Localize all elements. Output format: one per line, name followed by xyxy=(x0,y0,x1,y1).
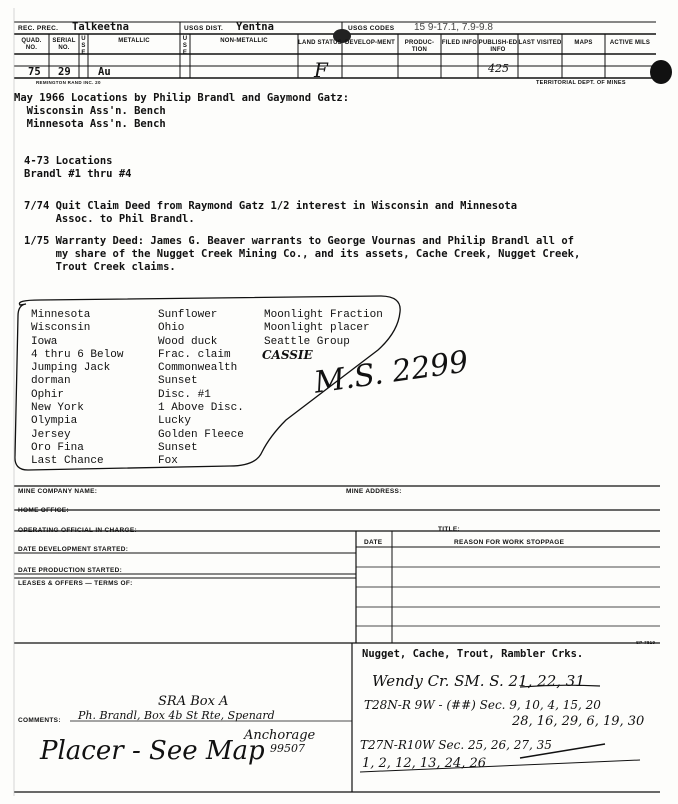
claim-name: Ohio xyxy=(158,322,185,335)
usgs-dist-value: Yentna xyxy=(236,21,274,33)
claim-name: Jumping Jack xyxy=(31,362,111,375)
col-published-info: PUBLISH-ED INFO xyxy=(478,40,518,53)
quad-value: 75 xyxy=(28,66,41,78)
operating-official-label: OPERATING OFFICIAL IN CHARGE: xyxy=(18,527,137,534)
typed-creeks: Nugget, Cache, Trout, Rambler Crks. xyxy=(362,648,584,660)
claim-name: Moonlight Fraction xyxy=(264,309,383,321)
handwritten-note: T28N-R 9W - (##) Sec. 9, 10, 4, 15, 20 xyxy=(364,698,601,712)
usgs-dist-label: USGS DIST. xyxy=(184,25,224,32)
entry-line: Wisconsin Ass'n. Bench xyxy=(14,105,166,117)
title-label: TITLE: xyxy=(438,526,461,533)
claim-name: 1 Above Disc. xyxy=(158,402,244,415)
handwritten-comment: Ph. Brandl, Box 4b St Rte, Spenard xyxy=(78,709,275,722)
claims-column-1 xyxy=(31,309,123,469)
col-non-metallic: NON-METALLIC xyxy=(220,38,268,44)
entry-line: Brandl #1 thru #4 xyxy=(24,168,132,180)
col-maps: MAPS xyxy=(574,40,593,46)
claims-column-3 xyxy=(264,309,383,349)
claim-name: Oro Fina xyxy=(31,441,84,454)
col-active-mils: ACTIVE MILS xyxy=(609,40,651,46)
usgs-codes-value: 15 9-17.1, 7.9-9.8 xyxy=(414,22,493,33)
handwritten-claim: CASSIE xyxy=(262,348,313,362)
claim-name: Wood duck xyxy=(158,335,218,348)
col-serial: SERIAL NO. xyxy=(52,38,76,51)
claim-name: Minnesota xyxy=(31,309,91,321)
entry-line: 1/75 Warranty Deed: James G. Beaver warrants to George Vournas and Philip Brandl all of xyxy=(24,235,574,247)
entry-line: 4-73 Locations xyxy=(24,155,113,167)
dev-started-label: DATE DEVELOPMENT STARTED: xyxy=(18,546,129,553)
claim-name: Moonlight placer xyxy=(264,322,370,335)
col-metallic: METALLIC xyxy=(118,38,150,44)
handwritten-comment: Placer - See Map xyxy=(40,736,265,766)
date-label: DATE xyxy=(364,539,383,546)
serial-value: 29 xyxy=(58,66,71,78)
entry-line: Trout Creek claims. xyxy=(24,261,176,273)
leases-label: LEASES & OFFERS — TERMS OF: xyxy=(18,580,133,587)
territorial-label: TERRITORIAL DEPT. OF MINES xyxy=(536,80,626,86)
col-production: PRODUC-TION xyxy=(404,40,435,53)
published-info-value: 425 xyxy=(488,62,509,75)
form-number: REMINGTON RAND INC. 20 xyxy=(36,80,101,85)
col-use-2: U S E xyxy=(182,36,188,56)
prod-started-label: DATE PRODUCTION STARTED: xyxy=(18,567,123,574)
usgs-codes-label: USGS CODES xyxy=(348,25,395,32)
claim-name: Disc. #1 xyxy=(158,388,211,401)
claims-column-2 xyxy=(158,309,244,469)
claim-name: Frac. claim xyxy=(158,348,231,361)
claim-name: Golden Fleece xyxy=(158,428,244,441)
claim-name: Jersey xyxy=(31,428,71,441)
claim-name: Fox xyxy=(158,455,178,468)
reason-label: REASON FOR WORK STOPPAGE xyxy=(454,539,565,546)
handwritten-comment: Anchorage xyxy=(244,728,316,743)
entry-line: May 1966 Locations by Philip Brandl and Gaymond Gatz: xyxy=(14,92,350,104)
comments-label: COMMENTS: xyxy=(18,717,61,724)
handwritten-comment: SRA Box A xyxy=(158,694,229,709)
col-last-visited: LAST VISITED xyxy=(518,40,562,46)
claim-name: 4 thru 6 Below xyxy=(31,348,124,361)
mine-address-label: MINE ADDRESS: xyxy=(346,488,402,495)
entry-line: 7/74 Quit Claim Deed from Raymond Gatz 1/2 interest in Wisconsin and Minnesota xyxy=(24,200,518,212)
mine-company-label: MINE COMPANY NAME: xyxy=(18,488,98,495)
handwritten-comment: 99507 xyxy=(270,742,305,755)
claim-name: Seattle Group xyxy=(264,335,350,348)
col-development: DEVELOP-MENT xyxy=(344,40,396,46)
sheet-code: SP 7819 xyxy=(636,640,656,645)
col-land-status: LAND STATUS xyxy=(298,40,342,46)
claim-name: Sunset xyxy=(158,375,198,388)
claim-name: Wisconsin xyxy=(31,322,91,335)
claim-name: Commonwealth xyxy=(158,362,238,375)
handwritten-note: 28, 16, 29, 6, 19, 30 xyxy=(512,714,645,729)
entry-line: Assoc. to Phil Brandl. xyxy=(24,213,195,225)
claim-name: Lucky xyxy=(158,415,192,428)
claim-name: dorman xyxy=(31,375,71,388)
handwritten-note: Wendy Cr. SM. S. 21, 22, 31 xyxy=(372,672,585,690)
col-use-1: U S E xyxy=(81,36,86,56)
entry-line: my share of the Nugget Creek Mining Co., and its assets, Cache Creek, Nugget Creek, xyxy=(24,248,581,260)
home-office-label: HOME OFFICE: xyxy=(18,507,69,514)
metallic-value: Au xyxy=(98,66,111,78)
rec-prec-label: REC. PREC. xyxy=(18,25,59,32)
claim-name: Olympia xyxy=(31,415,78,428)
handwritten-note: T27N-R10W Sec. 25, 26, 27, 35 xyxy=(360,738,552,752)
entry-line: Minnesota Ass'n. Bench xyxy=(14,118,166,130)
survey-note: M.S. 2299 xyxy=(312,344,471,401)
claim-name: Iowa xyxy=(31,335,58,348)
land-status-value: F xyxy=(314,58,328,82)
rec-prec-value: Talkeetna xyxy=(72,21,129,33)
col-filed-info: FILED INFO xyxy=(441,40,478,46)
claim-name: Ophir xyxy=(31,388,65,401)
handwritten-note: 1, 2, 12, 13, 24, 26 xyxy=(362,756,487,771)
col-quad: QUAD. NO. xyxy=(21,38,42,51)
claim-name: Last Chance xyxy=(31,455,104,468)
claim-name: New York xyxy=(31,402,84,415)
claim-name: Sunflower xyxy=(158,309,218,321)
claim-name: Sunset xyxy=(158,441,198,454)
